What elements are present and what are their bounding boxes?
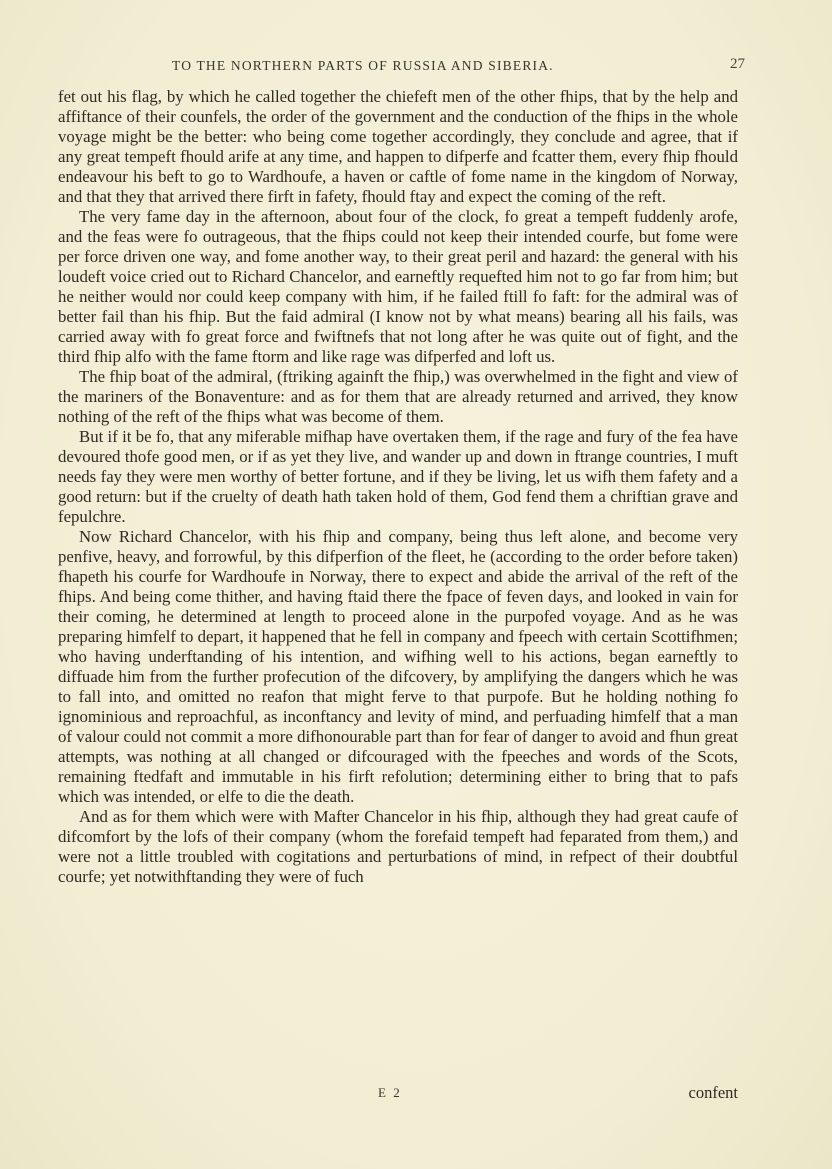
paragraph-continued: fet out his flag, by which he called together the chiefeft men of the other fhips, that by the help and affiftance of their counfels, the order of the government and the conduction of the fhips in the whole voyage might be the better: who being come together accordingly, they conclude and agree, that if any great tempeft fhould arife at any time, and happen to difperfe and fcatter them, every fhip fhould endeavour his beft to go to Wardhoufe, a haven or caftle of fome name in the kingdom of Norway, and that they that arrived there firft in fafety, fhould ftay and expect the coming of the reft. — [58, 87, 738, 206]
running-head — [57, 56, 745, 78]
page-number: 27 — [730, 56, 745, 72]
body-text — [58, 87, 738, 887]
page-footer — [58, 1085, 738, 1105]
running-head-title: TO THE NORTHERN PARTS OF RUSSIA AND SIBERIA. — [172, 58, 554, 73]
catchword: confent — [688, 1083, 738, 1102]
paragraph: And as for them which were with Mafter Chancelor in his fhip, although they had great caufe of difcomfort by the lofs of their company (whom the forefaid tempeft had feparated from them,) and were not a little troubled with cogitations and perturbations of mind, in refpect of their doubtful courfe; yet notwithftanding they were of fuch — [58, 807, 738, 886]
paragraph: The fhip boat of the admiral, (ftriking againft the fhip,) was overwhelmed in the fight and view of the mariners of the Bonaventure: and as for them that are already returned and arrived, they know nothing of the reft of the fhips what was become of them. — [58, 367, 738, 426]
paragraph: But if it be fo, that any miferable mifhap have overtaken them, if the rage and fury of the fea have devoured thofe good men, or if as yet they live, and wander up and down in ftrange countries, I muft needs fay they were men worthy of better fortune, and if they be living, let us wifh them fafety and a good return: but if the cruelty of death hath taken hold of them, God fend them a chriftian grave and fepulchre. — [58, 427, 738, 526]
paragraph: Now Richard Chancelor, with his fhip and company, being thus left alone, and become very penfive, heavy, and forrowful, by this difperfion of the fleet, he (according to the order before taken) fhapeth his courfe for Wardhoufe in Norway, there to expect and abide the arrival of the reft of the fhips. And being come thither, and having ftaid there the fpace of feven days, and looked in vain for their coming, he determined at length to proceed alone in the purpofed voyage. And as he was preparing himfelf to depart, it happened that he fell in company and fpeech with certain Scottifhmen; who having underftanding of his intention, and wifhing well to his actions, began earneftly to diffuade him from the further profecution of the difcovery, by amplifying the dangers which he was to fall into, and omitted no reafon that might ferve to that purpofe. But he holding nothing fo ignominious and reproachful, as inconftancy and levity of mind, and perfuading himfelf that a man of valour could not commit a more difhonourable part than for fear of danger to avoid and fhun great attempts, was nothing at all changed or difcouraged with the fpeeches and words of the Scots, remaining ftedfaft and immutable in his firft refolution; determining either to bring that to pafs which was intended, or elfe to die the death. — [58, 527, 738, 806]
paragraph: The very fame day in the afternoon, about four of the clock, fo great a tempeft fuddenly arofe, and the feas were fo outrageous, that the fhips could not keep their intended courfe, but fome were per force driven one way, and fome another way, to their great peril and hazard: the general with his loudeft voice cried out to Richard Chancelor, and earneftly requefted him not to go far from him; but he neither would nor could keep company with him, if he failed ftill fo faft: for the admiral was of better fail than his fhip. But the faid admiral (I know not by what means) bearing all his fails, was carried away with fo great force and fwiftnefs that not long after he was quite out of fight, and the third fhip alfo with the fame ftorm and like rage was difperfed and loft us. — [58, 207, 738, 366]
signature-mark: E 2 — [378, 1085, 402, 1100]
